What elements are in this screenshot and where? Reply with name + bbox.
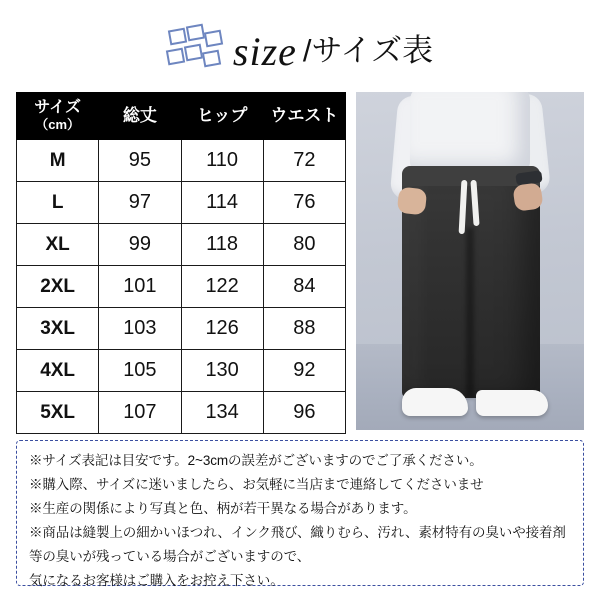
checkered-squares-icon xyxy=(167,25,225,73)
note-line: 気になるお客様はご購入をお控え下さい。 xyxy=(29,573,284,589)
page-title-jp xyxy=(302,32,434,68)
cell-waist: 72 xyxy=(263,140,345,182)
cell-size: XL xyxy=(17,224,99,266)
cell-waist: 96 xyxy=(263,392,345,434)
size-table-body xyxy=(17,140,346,434)
page-title-en: size xyxy=(232,29,297,74)
cell-length: 101 xyxy=(99,266,181,308)
page-title-jp-text: サイズ表 xyxy=(311,32,434,68)
cell-waist: 92 xyxy=(263,350,345,392)
cell-length: 107 xyxy=(99,392,181,434)
column-header-length: 総丈 xyxy=(99,93,181,140)
column-header-size xyxy=(17,93,99,140)
size-table-header xyxy=(17,93,346,140)
table-row xyxy=(17,182,346,224)
cell-size: 4XL xyxy=(17,350,99,392)
cell-size: M xyxy=(17,140,99,182)
cell-length: 103 xyxy=(99,308,181,350)
cell-hip: 130 xyxy=(181,350,263,392)
page-header xyxy=(0,18,600,80)
cell-hip: 122 xyxy=(181,266,263,308)
cell-hip: 114 xyxy=(181,182,263,224)
cell-waist: 88 xyxy=(263,308,345,350)
cell-hip: 126 xyxy=(181,308,263,350)
cell-length: 99 xyxy=(99,224,181,266)
cell-size: 3XL xyxy=(17,308,99,350)
cell-size: 2XL xyxy=(17,266,99,308)
model-right-shoe xyxy=(476,390,548,416)
note-line: ※サイズ表記は目安です。2~3cmの誤差がございますのでご了承ください。 xyxy=(29,453,483,468)
size-table xyxy=(16,92,346,434)
cell-size: 5XL xyxy=(17,392,99,434)
cell-size: L xyxy=(17,182,99,224)
table-row xyxy=(17,266,346,308)
note-line: ※商品は縫製上の細かいほつれ、インク飛び、織りむら、汚れ、素材特有の臭いや接着剤 xyxy=(29,525,566,541)
cell-length: 95 xyxy=(99,140,181,182)
cell-waist: 84 xyxy=(263,266,345,308)
table-row xyxy=(17,140,346,182)
column-header-size-label: サイズ xyxy=(34,99,81,117)
title-separator: / xyxy=(302,32,312,68)
chart-and-photo xyxy=(16,92,584,430)
product-photo xyxy=(356,92,584,430)
model-white-tshirt xyxy=(410,92,530,172)
cell-length: 105 xyxy=(99,350,181,392)
cell-hip: 110 xyxy=(181,140,263,182)
note-line: 等の臭いが残っている場合がございますので、 xyxy=(29,549,311,565)
note-line: ※購入際、サイズに迷いましたら、お気軽に当店まで連絡してくださいませ xyxy=(29,477,484,493)
column-header-hip: ヒップ xyxy=(181,93,263,140)
model-left-shoe xyxy=(402,388,468,416)
table-row xyxy=(17,308,346,350)
table-row xyxy=(17,224,346,266)
notes-box xyxy=(16,440,584,589)
table-row xyxy=(17,350,346,392)
cell-hip: 118 xyxy=(181,224,263,266)
table-header-row xyxy=(17,93,346,140)
table-row xyxy=(17,392,346,434)
cell-length: 97 xyxy=(99,182,181,224)
column-header-size-unit: （cm） xyxy=(35,116,81,132)
note-line: ※生産の関係により写真と色、柄が若干異なる場合があります。 xyxy=(29,501,417,517)
cell-waist: 76 xyxy=(263,182,345,224)
model-left-hand xyxy=(397,187,428,216)
column-header-waist: ウエスト xyxy=(263,93,345,140)
cell-hip: 134 xyxy=(181,392,263,434)
cell-waist: 80 xyxy=(263,224,345,266)
